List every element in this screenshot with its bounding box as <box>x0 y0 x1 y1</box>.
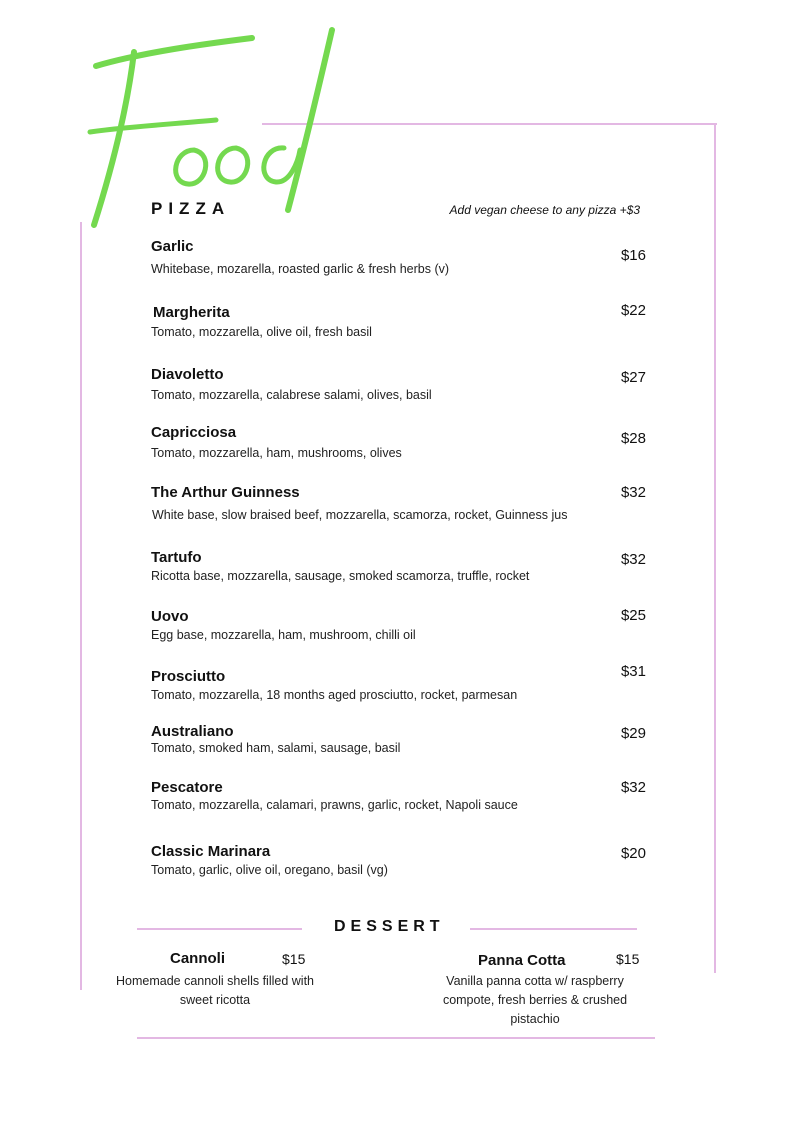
item-description: Tomato, mozzarella, ham, mushrooms, olives <box>151 446 402 460</box>
item-price: $32 <box>620 484 646 501</box>
dessert-description-line: Homemade cannoli shells filled with <box>115 974 314 988</box>
menu-item <box>151 424 646 464</box>
item-price: $29 <box>620 725 646 742</box>
frame-left-line <box>80 222 82 990</box>
item-description: Tomato, mozzarella, olive oil, fresh basil <box>151 325 372 339</box>
menu-item <box>151 366 646 406</box>
menu-item <box>151 608 646 648</box>
item-description: Tomato, garlic, olive oil, oregano, basil (vg) <box>151 863 388 877</box>
frame-bottom-line <box>137 1037 655 1039</box>
dessert-name: Cannoli <box>170 950 225 967</box>
item-name: Classic Marinara <box>151 843 271 860</box>
pizza-section-title: PIZZA <box>151 199 231 218</box>
item-price: $32 <box>620 551 646 568</box>
dessert-divider-right <box>470 928 637 930</box>
dessert-price: $15 <box>616 951 640 967</box>
item-price: $20 <box>620 845 646 862</box>
item-name: Margherita <box>153 304 230 321</box>
item-name: Pescatore <box>151 779 223 796</box>
menu-item <box>151 549 646 589</box>
item-name: Prosciutto <box>151 668 226 685</box>
menu-item <box>151 663 646 708</box>
dessert-description <box>100 972 330 1010</box>
dessert-item-cannoli <box>100 950 330 1020</box>
dessert-price: $15 <box>282 951 306 967</box>
item-price: $31 <box>620 663 646 680</box>
item-name: The Arthur Guinness <box>151 484 300 501</box>
item-description: Tomato, mozzarella, calamari, prawns, garlic, rocket, Napoli sauce <box>151 798 518 812</box>
item-description: Whitebase, mozarella, roasted garlic & fresh herbs (v) <box>151 262 450 276</box>
menu-item <box>151 723 646 763</box>
item-price: $25 <box>620 607 646 624</box>
item-price: $22 <box>620 302 646 319</box>
item-description: Egg base, mozzarella, ham, mushroom, chilli oil <box>151 628 416 642</box>
dessert-description-line: sweet ricotta <box>179 993 251 1007</box>
dessert-description-line: compote, fresh berries & crushed <box>442 993 628 1007</box>
menu-item <box>151 484 646 524</box>
item-price: $28 <box>620 430 646 447</box>
dessert-item-panna-cotta <box>425 951 645 1031</box>
item-price: $27 <box>620 369 646 386</box>
item-name: Garlic <box>151 238 194 255</box>
frame-right-line <box>714 123 716 973</box>
menu-item <box>151 238 646 282</box>
item-price: $16 <box>620 247 646 264</box>
item-description: Tomato, smoked ham, salami, sausage, basil <box>151 741 401 755</box>
dessert-description-line: pistachio <box>510 1012 560 1026</box>
dessert-divider-left <box>137 928 302 930</box>
dessert-description <box>425 972 645 1029</box>
item-description: Ricotta base, mozzarella, sausage, smoked scamorza, truffle, rocket <box>151 569 530 583</box>
item-description: Tomato, mozzarella, calabrese salami, olives, basil <box>151 388 432 402</box>
menu-item <box>151 779 646 819</box>
item-name: Diavoletto <box>151 366 224 383</box>
dessert-section-title: DESSERT <box>334 918 445 935</box>
item-name: Tartufo <box>151 549 202 566</box>
vegan-cheese-note: Add vegan cheese to any pizza +$3 <box>449 203 640 217</box>
item-name: Uovo <box>151 608 189 625</box>
dessert-name: Panna Cotta <box>478 952 566 969</box>
item-name: Capricciosa <box>151 424 237 441</box>
item-description: White base, slow braised beef, mozzarella, scamorza, rocket, Guinness jus <box>152 508 568 522</box>
menu-item <box>151 304 646 344</box>
dessert-description-line: Vanilla panna cotta w/ raspberry <box>446 974 624 988</box>
item-description: Tomato, mozzarella, 18 months aged prosciutto, rocket, parmesan <box>151 688 518 702</box>
menu-item <box>151 843 646 883</box>
item-name: Australiano <box>151 723 234 740</box>
item-price: $32 <box>620 779 646 796</box>
